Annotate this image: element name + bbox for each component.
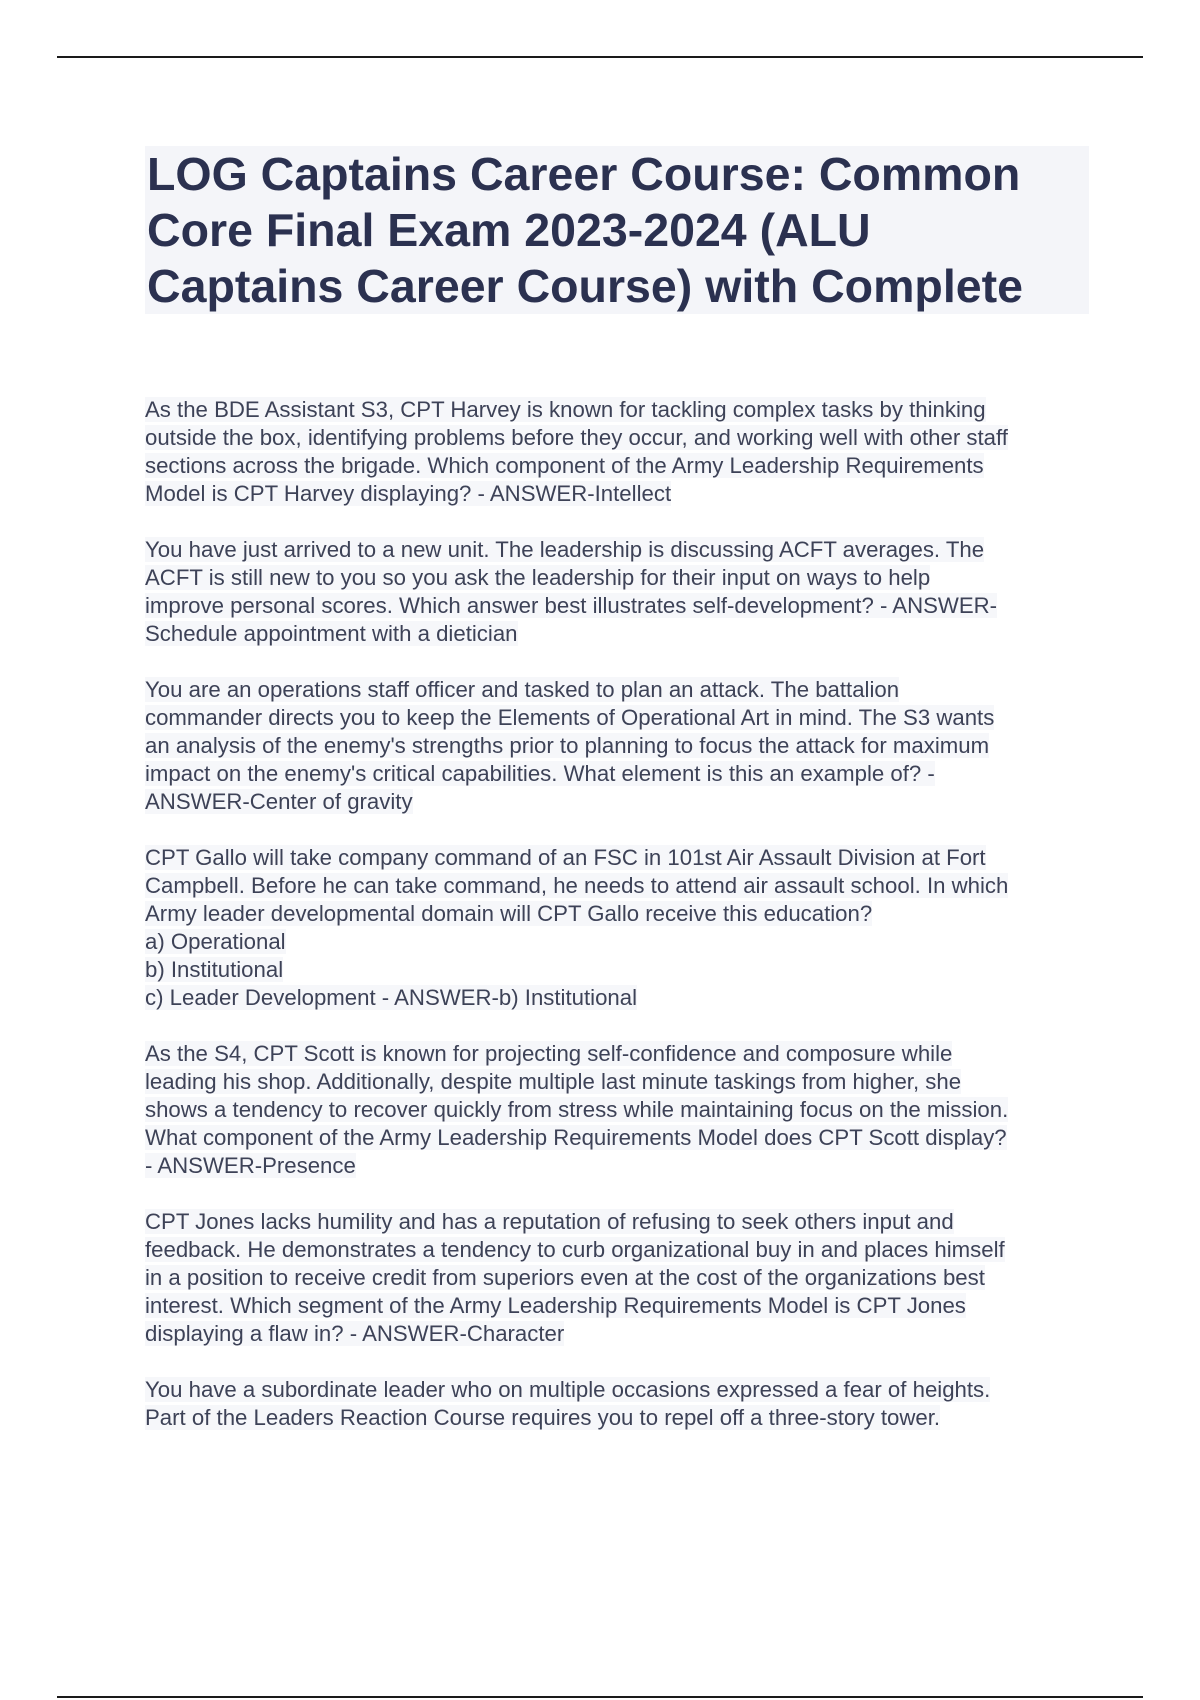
question-text-line: You are an operations staff officer and tasked to plan an attack. The battalion <box>145 677 900 702</box>
question-text-line: in a position to receive credit from superiors even at the cost of the organizations best <box>145 1265 985 1290</box>
question-text-line: Model is CPT Harvey displaying? - ANSWER-Intellect <box>145 481 672 506</box>
question-text-line: Campbell. Before he can take command, he needs to attend air assault school. In which <box>145 873 1009 898</box>
question-text-line: CPT Gallo will take company command of an FSC in 101st Air Assault Division at Fort <box>145 845 986 870</box>
question-text-line: outside the box, identifying problems before they occur, and working well with other staff <box>145 425 1008 450</box>
answer-option: a) Operational <box>145 929 286 954</box>
question-text-line: What component of the Army Leadership Requirements Model does CPT Scott display? <box>145 1125 1007 1150</box>
question-list <box>145 396 1095 1460</box>
question-item <box>145 844 1095 1012</box>
document-title-text <box>145 146 1089 314</box>
question-item <box>145 396 1095 508</box>
title-line: Captains Career Course) with Complete <box>147 260 1023 312</box>
footer-rule <box>57 1696 1143 1698</box>
title-line: LOG Captains Career Course: Common <box>147 148 1021 200</box>
question-text-line: You have just arrived to a new unit. The leadership is discussing ACFT averages. The <box>145 537 985 562</box>
question-text-line: - ANSWER-Presence <box>145 1153 356 1178</box>
question-text-line: CPT Jones lacks humility and has a reputation of refusing to seek others input and <box>145 1209 954 1234</box>
question-text-line: an analysis of the enemy's strengths prior to planning to focus the attack for maximum <box>145 733 990 758</box>
question-text-line: interest. Which segment of the Army Leadership Requirements Model is CPT Jones <box>145 1293 966 1318</box>
question-text-line: Part of the Leaders Reaction Course requires you to repel off a three-story tower. <box>145 1405 941 1430</box>
document-title <box>145 146 1089 314</box>
answer-option: c) Leader Development - ANSWER-b) Institutional <box>145 985 638 1010</box>
question-text-line: leading his shop. Additionally, despite multiple last minute taskings from higher, she <box>145 1069 962 1094</box>
question-text-line: As the BDE Assistant S3, CPT Harvey is known for tackling complex tasks by thinking <box>145 397 986 422</box>
question-item <box>145 1376 1095 1432</box>
question-item <box>145 676 1095 816</box>
question-text-line: commander directs you to keep the Elements of Operational Art in mind. The S3 wants <box>145 705 995 730</box>
question-text-line: impact on the enemy's critical capabilities. What element is this an example of? - <box>145 761 935 786</box>
question-text-line: ACFT is still new to you so you ask the leadership for their input on ways to help <box>145 565 931 590</box>
question-item <box>145 1040 1095 1180</box>
question-text-line: ANSWER-Center of gravity <box>145 789 413 814</box>
question-text-line: You have a subordinate leader who on multiple occasions expressed a fear of heights. <box>145 1377 991 1402</box>
header-rule <box>57 56 1143 58</box>
question-text-line: Army leader developmental domain will CPT Gallo receive this education? <box>145 901 873 926</box>
question-text-line: improve personal scores. Which answer best illustrates self-development? - ANSWER- <box>145 593 998 618</box>
question-text-line: feedback. He demonstrates a tendency to curb organizational buy in and places himself <box>145 1237 1005 1262</box>
question-item <box>145 1208 1095 1348</box>
question-text-line: displaying a flaw in? - ANSWER-Character <box>145 1321 565 1346</box>
question-item <box>145 536 1095 648</box>
question-text-line: As the S4, CPT Scott is known for projecting self-confidence and composure while <box>145 1041 953 1066</box>
question-text-line: sections across the brigade. Which component of the Army Leadership Requirements <box>145 453 984 478</box>
title-line: Core Final Exam 2023-2024 (ALU <box>147 204 871 256</box>
question-text-line: shows a tendency to recover quickly from stress while maintaining focus on the mission. <box>145 1097 1009 1122</box>
question-text-line: Schedule appointment with a dietician <box>145 621 518 646</box>
answer-option: b) Institutional <box>145 957 284 982</box>
